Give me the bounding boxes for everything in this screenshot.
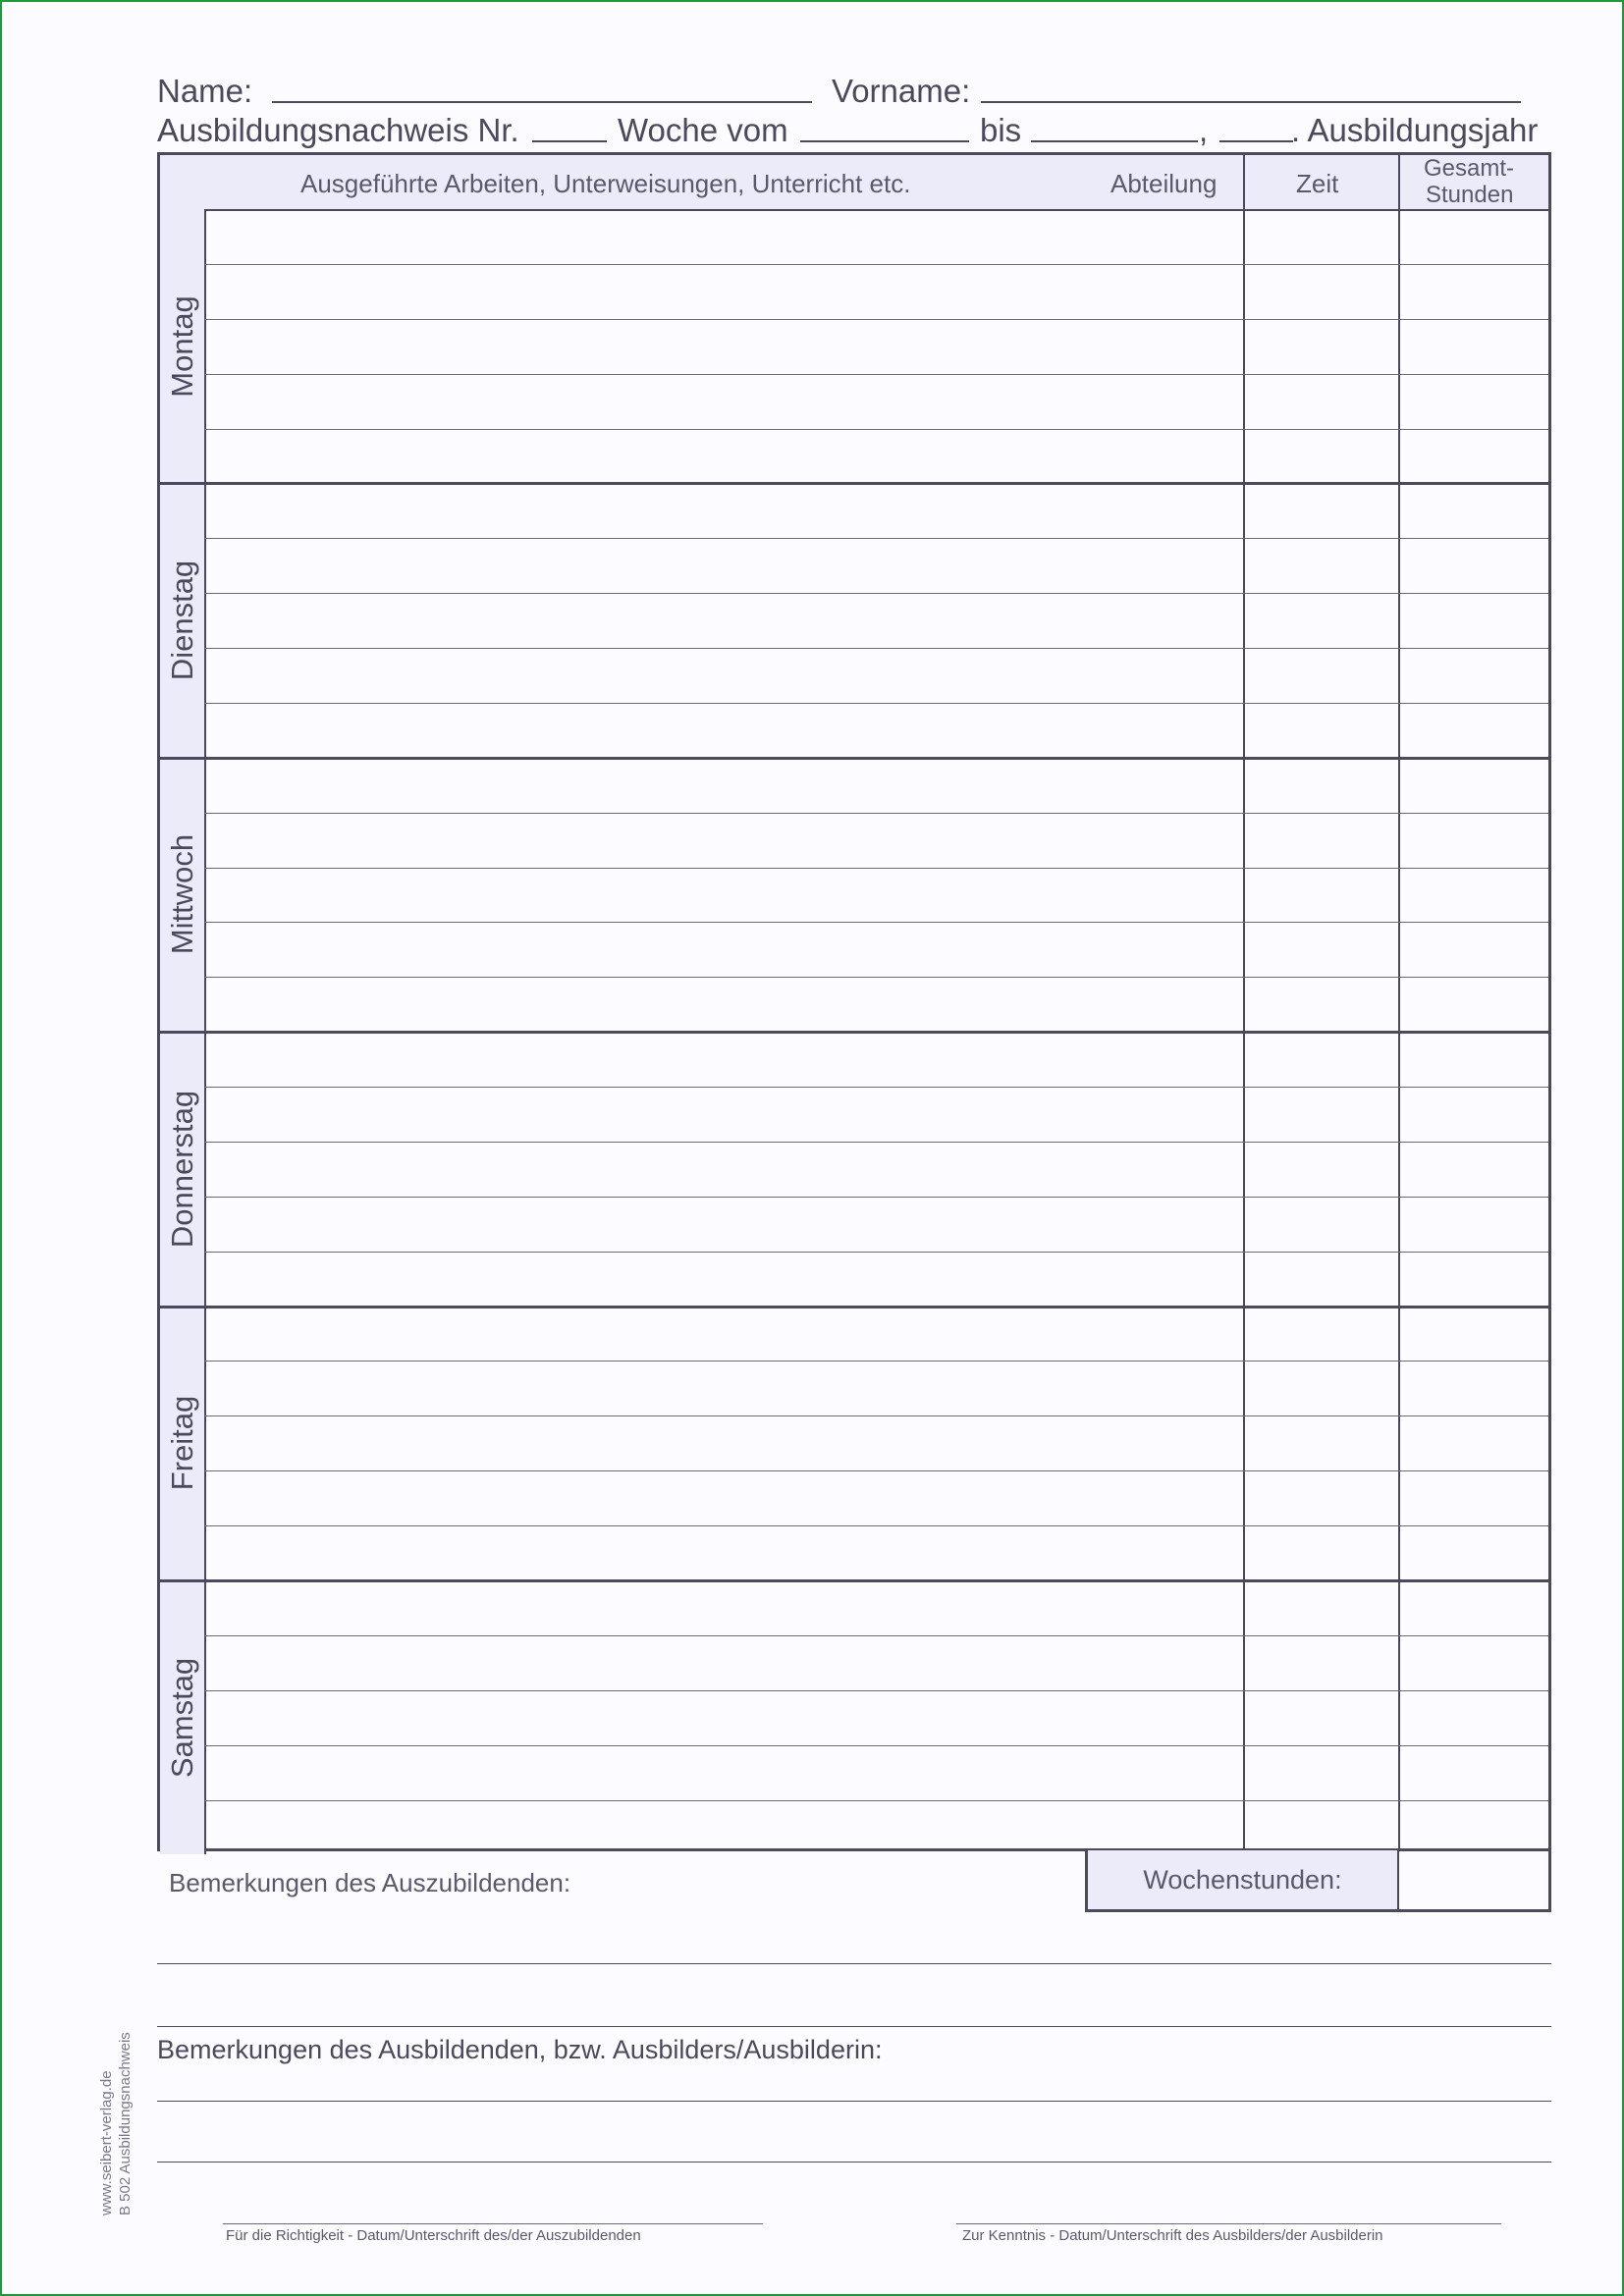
trainer-remarks-line-1[interactable] <box>157 2101 1551 2102</box>
entry-row-line[interactable] <box>204 648 1548 649</box>
day-column-dienstag <box>160 483 206 757</box>
nachweis-label: Ausbildungsnachweis Nr. <box>157 112 519 148</box>
trainee-remarks-label: Bemerkungen des Auszubildenden: <box>169 1868 571 1897</box>
weekly-hours-box <box>1085 1850 1551 1912</box>
publisher-url: www.seibert-verlag.de <box>98 2070 115 2216</box>
divider-time <box>1243 155 1245 1851</box>
entry-row-line[interactable] <box>204 1800 1548 1801</box>
day-label: Dienstag <box>164 560 199 681</box>
table-header <box>160 155 1548 211</box>
entry-row-line[interactable] <box>204 703 1548 704</box>
entry-row-line[interactable] <box>204 374 1548 375</box>
time-column-header: Zeit <box>1296 169 1339 198</box>
entry-row-line[interactable] <box>204 1142 1548 1143</box>
entry-row-line[interactable] <box>204 429 1548 430</box>
day-column-freitag <box>160 1307 206 1580</box>
day-column-donnerstag <box>160 1032 206 1306</box>
vorname-field[interactable] <box>981 101 1521 103</box>
comma: , <box>1199 112 1209 148</box>
trainer-signature-caption: Zur Kenntnis - Datum/Unterschrift des Ausbilders/der Ausbilderin <box>962 2227 1383 2244</box>
entry-row-line[interactable] <box>204 868 1548 869</box>
training-year-label: . Ausbildungsjahr <box>1291 112 1539 148</box>
trainer-remarks-line-2[interactable] <box>157 2162 1551 2163</box>
entry-row-line[interactable] <box>204 264 1548 265</box>
day-label: Freitag <box>164 1396 199 1491</box>
weekly-hours-label: Wochenstunden: <box>1088 1850 1399 1909</box>
entry-row-line[interactable] <box>204 1415 1548 1416</box>
entry-row-line[interactable] <box>204 1087 1548 1088</box>
woche-label: Woche vom <box>618 112 788 148</box>
entry-row-line[interactable] <box>204 977 1548 978</box>
bis-label: bis <box>980 112 1022 148</box>
trainee-signature-caption: Für die Richtigkeit - Datum/Unterschrift des/der Auszubildenden <box>226 2227 641 2244</box>
weekly-hours-field[interactable] <box>1399 1850 1551 1909</box>
entry-row-line[interactable] <box>204 1525 1548 1526</box>
entry-row-line[interactable] <box>204 1745 1548 1746</box>
trainee-remarks-line-2[interactable] <box>157 2026 1551 2027</box>
entry-row-line[interactable] <box>204 1690 1548 1691</box>
total-hours-header-line2: Stunden <box>1426 182 1514 208</box>
publisher-imprint <box>98 2032 135 2216</box>
trainer-remarks-label: Bemerkungen des Ausbildenden, bzw. Ausbilders/Ausbilderin: <box>157 2035 883 2064</box>
name-field[interactable] <box>272 101 812 103</box>
week-from-field[interactable] <box>800 140 969 142</box>
trainee-signature-line[interactable] <box>223 2223 763 2224</box>
entry-row-line[interactable] <box>204 538 1548 539</box>
week-to-field[interactable] <box>1031 140 1198 142</box>
activities-column-header: Ausgeführte Arbeiten, Unterweisungen, Unterricht etc. <box>300 169 911 198</box>
day-column-samstag <box>160 1580 206 1854</box>
form-code: B 502 Ausbildungsnachweis <box>116 2032 134 2216</box>
nachweis-number-field[interactable] <box>532 140 607 142</box>
total-hours-header-line1: Gesamt- <box>1424 155 1515 182</box>
entry-row-line[interactable] <box>204 1252 1548 1253</box>
vorname-label: Vorname: <box>832 73 971 109</box>
department-column-header: Abteilung <box>1110 169 1218 198</box>
training-year-field[interactable] <box>1219 140 1293 142</box>
entry-row-line[interactable] <box>204 319 1548 320</box>
day-separator <box>160 1579 1548 1582</box>
trainee-remarks-line-1[interactable] <box>157 1963 1551 1964</box>
divider-total <box>1398 155 1400 1851</box>
day-separator <box>160 482 1548 485</box>
day-label: Donnerstag <box>164 1090 199 1249</box>
day-column-mittwoch <box>160 758 206 1032</box>
entry-row-line[interactable] <box>204 1470 1548 1471</box>
entry-row-line[interactable] <box>204 922 1548 923</box>
day-separator <box>160 1306 1548 1308</box>
entry-row-line[interactable] <box>204 1635 1548 1636</box>
day-label: Montag <box>164 294 199 398</box>
weekly-report-table <box>157 152 1551 1851</box>
day-column-montag <box>160 209 206 483</box>
name-label: Name: <box>157 73 253 109</box>
day-separator <box>160 1031 1548 1034</box>
day-label: Mittwoch <box>164 834 199 955</box>
entry-row-line[interactable] <box>204 1361 1548 1362</box>
entry-row-line[interactable] <box>204 1197 1548 1198</box>
entry-row-line[interactable] <box>204 593 1548 594</box>
trainer-signature-line[interactable] <box>956 2223 1501 2224</box>
day-separator <box>160 757 1548 760</box>
day-label: Samstag <box>164 1657 199 1778</box>
entry-row-line[interactable] <box>204 813 1548 814</box>
